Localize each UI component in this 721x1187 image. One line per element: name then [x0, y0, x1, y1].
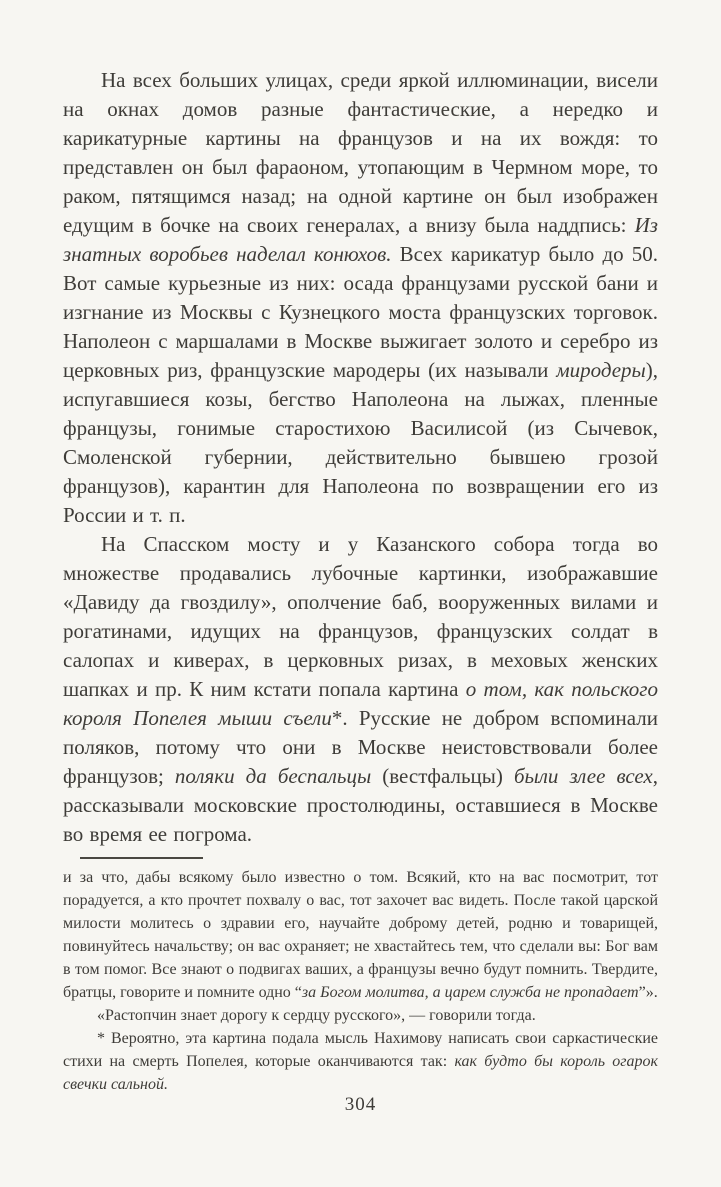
footnote-paragraph	[63, 1004, 658, 1027]
text-run: и за что, дабы всякому было известно о том. Всякий, кто на вас посмотрит, тот порадуется, а кто прочтет похвалу о вас, тот захочет вас видеть. После такой царской милости молитесь о здравии его, научайте доброму детей, родню и товарищей, повинуйтесь начальству; он вас охраняет; не хвастайтесь тем, что сделали вы: Бог вам в том помог. Все знают о подвигах ваших, а французы вечно будут помнить. Твердите, братцы, говорите и помните одно “	[63, 869, 658, 1001]
footnote-paragraph	[63, 866, 658, 1004]
text-run: «Растопчин знает дорогу к сердцу русского», — говорили тогда.	[97, 1007, 536, 1024]
text-run: *. Русские не добром вспоминали поляков, потому что они в Москве неистовствовали более французов;	[63, 706, 658, 788]
italic-text-run: поляки да беспальцы	[174, 764, 372, 788]
text-run: ), испугавшиеся козы, бегство Наполеона на лыжах, пленные французы, гонимые старостихою Василисой (из Сычевок, Смоленской губернии, действительно бывшею грозой французов), карантин для Наполеона по возвращении его из России и т. п.	[63, 358, 658, 527]
text-run: , рассказывали московские простолюдины, оставшиеся в Москве во время ее погрома.	[63, 764, 658, 846]
italic-text-run: миродеры	[556, 358, 646, 382]
body-paragraph	[63, 530, 658, 849]
body-paragraph	[63, 66, 658, 530]
italic-text-run: как будто бы король огарок свечки сальной.	[63, 1053, 659, 1093]
text-run: Всех карикатур было до 50. Вот самые курьезные из них: осада французами русской бани и изгнание из Москвы с Кузнецкого моста французских торговок. Наполеон с маршалами в Москве выжигает золото и серебро из церковных риз, французские мародеры (их называли	[63, 242, 659, 382]
footnote-section	[63, 857, 658, 1096]
text-run: (вестфальцы)	[371, 764, 514, 788]
text-run: На всех больших улицах, среди яркой иллюминации, висели на окнах домов разные фантастические, а нередко и карикатурные картины на французов и на их вождя: то представлен он был фараоном, утопающим в Чермном море, то раком, пятящимся назад; на одной картине он был изображен едущим в бочке на своих генералах, а внизу была наддпись:	[63, 68, 658, 237]
footnote-paragraph	[63, 1027, 658, 1096]
footnote-divider	[80, 857, 203, 859]
italic-text-run: о том, как польского короля Попелея мыши съели	[63, 677, 658, 730]
italic-text-run: были злее всех	[513, 764, 653, 788]
italic-text-run: Из знатных воробьев наделал конюхов.	[63, 213, 658, 266]
text-run: * Вероятно, эта картина подала мысль Нахимову написать свои саркастические стихи на смерть Попелея, которые оканчиваются так:	[63, 1030, 658, 1070]
body-text-section	[63, 66, 658, 849]
italic-text-run: за Богом молитва, а царем служба не пропадает	[301, 984, 639, 1001]
text-run: ”».	[638, 984, 658, 1001]
footnote-text	[63, 866, 658, 1096]
page-number: 304	[344, 1094, 377, 1115]
text-run: На Спасском мосту и у Казанского собора тогда во множестве продавались лубочные картинки, изображавшие «Давиду да гвоздилу», ополчение баб, вооруженных вилами и рогатинами, идущих на французов, французских солдат в салопах и киверах, в церковных ризах, в меховых женских шапках и пр. К ним кстати попала картина	[63, 532, 658, 701]
